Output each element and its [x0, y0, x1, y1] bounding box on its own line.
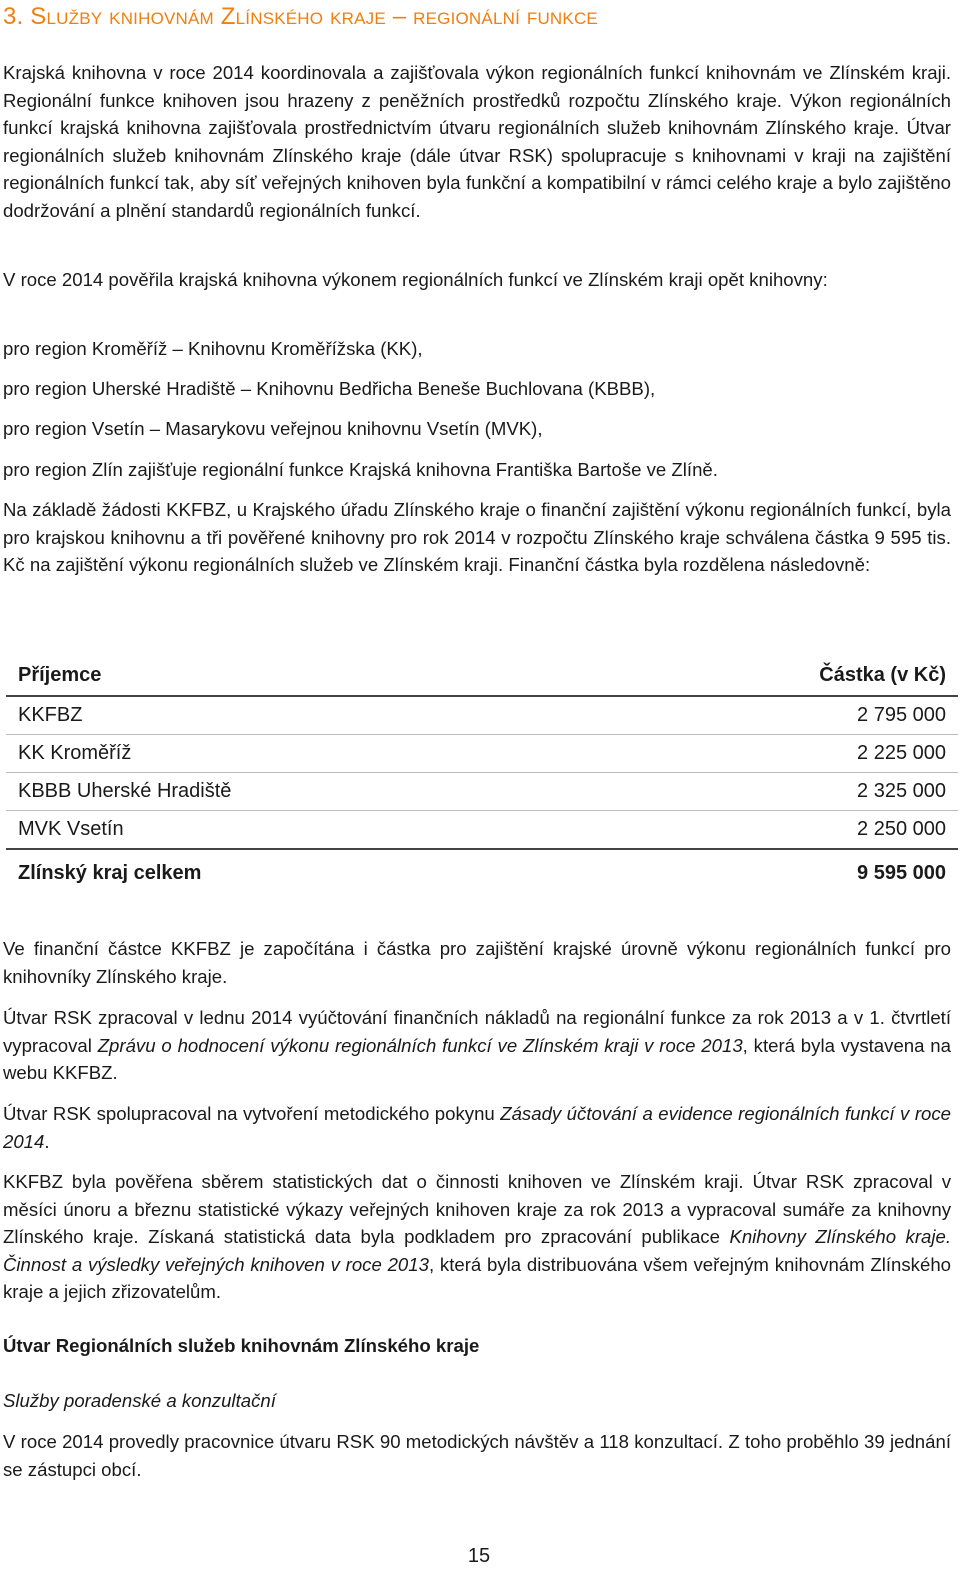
section-heading: 3. Služby knihovnám Zlínského kraje – regionální funkce: [3, 3, 598, 30]
guideline-title: Zásady účtování a evidence regionálních funkcí v roce 2014: [3, 1103, 951, 1152]
region-item-uherske-hradiste: pro region Uherské Hradiště – Knihovnu Bedřicha Beneše Buchlovana (KBBB),: [3, 378, 656, 399]
billing-text: Útvar RSK zpracoval v lednu 2014 vyúčtování finančních nákladů na regionální funkce za rok 2013 a v 1. čtvrtletí vypracoval: [3, 1007, 951, 1056]
billing-paragraph: [3, 1004, 951, 1087]
funding-paragraph: Na základě žádosti KKFBZ, u Krajského úřadu Zlínského kraje o finanční zajištění výkonu regionálních funkcí, byla pro krajskou knihovnu a tři pověřené knihovny pro rok 2014 v rozpočtu Zlínského kraje schválena částka 9 595 tis. Kč na zajištění výkonu regionálních služeb ve Zlínském kraji. Finanční částka byla rozdělena následovně:: [3, 499, 951, 576]
header-recipient: Příjemce: [18, 663, 102, 686]
subsection-heading: Útvar Regionálních služeb knihovnám Zlínského kraje: [3, 1335, 480, 1356]
row-recipient: KBBB Uherské Hradiště: [18, 780, 232, 802]
kkfbz-note-paragraph: Ve finanční částce KKFBZ je započítána i částka pro zajištění krajské úrovně výkonu regionálních funkcí pro knihovníky Zlínského kraje.: [3, 938, 951, 987]
intro-paragraph: Krajská knihovna v roce 2014 koordinovala a zajišťovala výkon regionálních funkcí knihovnám ve Zlínském kraji. Regionální funkce knihoven jsou hrazeny z peněžních prostředků rozpočtu Zlínského kraje. Výkon regionálních funkcí krajská knihovna zajišťovala prostřednictvím útvaru regionálních služeb knihovnám Zlínského kraje. Útvar regionálních služeb knihovnám Zlínského kraje (dále útvar RSK) spolupracuje s knihovnami v kraji na zajištění regionálních funkcí tak, aby síť veřejných knihoven byla funkční a kompatibilní v rámci celého kraje a bylo zajištěno dodržování a plnění standardů regionálních funkcí.: [3, 62, 951, 221]
table-row: [6, 811, 958, 850]
table-row: [6, 696, 958, 735]
row-recipient: KK Kroměříž: [18, 742, 132, 764]
region-item-vsetin: pro region Vsetín – Masarykovu veřejnou knihovnu Vsetín (MVK),: [3, 418, 543, 439]
table-row: [6, 735, 958, 773]
header-amount: Částka (v Kč): [819, 663, 946, 686]
row-amount: 2 225 000: [857, 742, 946, 764]
total-amount: 9 595 000: [857, 861, 946, 884]
row-recipient: KKFBZ: [18, 704, 83, 726]
statistics-paragraph: [3, 1168, 951, 1306]
funding-table: [6, 655, 958, 896]
statistics-text-end: , která byla distribuována všem veřejným knihovnám Zlínského kraje a jejich zřizovatelům.: [3, 1253, 951, 1303]
row-amount: 2 795 000: [857, 704, 946, 726]
table-total-row: [6, 849, 958, 896]
guideline-text-end: .: [44, 1130, 50, 1152]
statistics-text: KKFBZ byla pověřena sběrem statistických dat o činnosti knihoven ve Zlínském kraji. Útvar RSK zpracoval v měsíci únoru a březnu statistické výkazy veřejných knihoven kraje za rok 2013 a vypracoval sumáře za knihovny Zlínského kraje. Získaná statistická data byla podkladem pro zpracování publikace: [3, 1171, 951, 1248]
table-row: [6, 773, 958, 811]
region-item-zlin: pro region Zlín zajišťuje regionální funkce Krajská knihovna Františka Bartoše ve Zlíně.: [3, 459, 718, 480]
row-amount: 2 250 000: [857, 818, 946, 840]
page-number: 15: [467, 1545, 491, 1567]
table-header-row: [6, 655, 958, 696]
guideline-paragraph: [3, 1100, 951, 1155]
row-amount: 2 325 000: [857, 780, 946, 802]
guideline-text: Útvar RSK spolupracoval na vytvoření metodického pokynu: [3, 1103, 501, 1124]
subsection-subheading: Služby poradenské a konzultační: [3, 1390, 276, 1411]
visits-paragraph: V roce 2014 provedly pracovnice útvaru RSK 90 metodických návštěv a 118 konzultací. Z toho proběhlo 39 jednání se zástupci obcí.: [3, 1431, 951, 1480]
total-recipient: Zlínský kraj celkem: [18, 861, 202, 884]
report-title: Zprávu o hodnocení výkonu regionálních funkcí ve Zlínském kraji v roce 2013: [97, 1034, 743, 1056]
publication-title: Knihovny Zlínského kraje. Činnost a výsledky veřejných knihoven v roce 2013: [3, 1226, 951, 1275]
row-recipient: MVK Vsetín: [18, 818, 124, 840]
region-item-kromeriz: pro region Kroměříž – Knihovnu Kroměřížska (KK),: [3, 338, 423, 359]
billing-text-end: , která byla vystavena na webu KKFBZ.: [3, 1034, 951, 1084]
delegation-paragraph: V roce 2014 pověřila krajská knihovna výkonem regionálních funkcí ve Zlínském kraji opět knihovny:: [3, 269, 828, 290]
